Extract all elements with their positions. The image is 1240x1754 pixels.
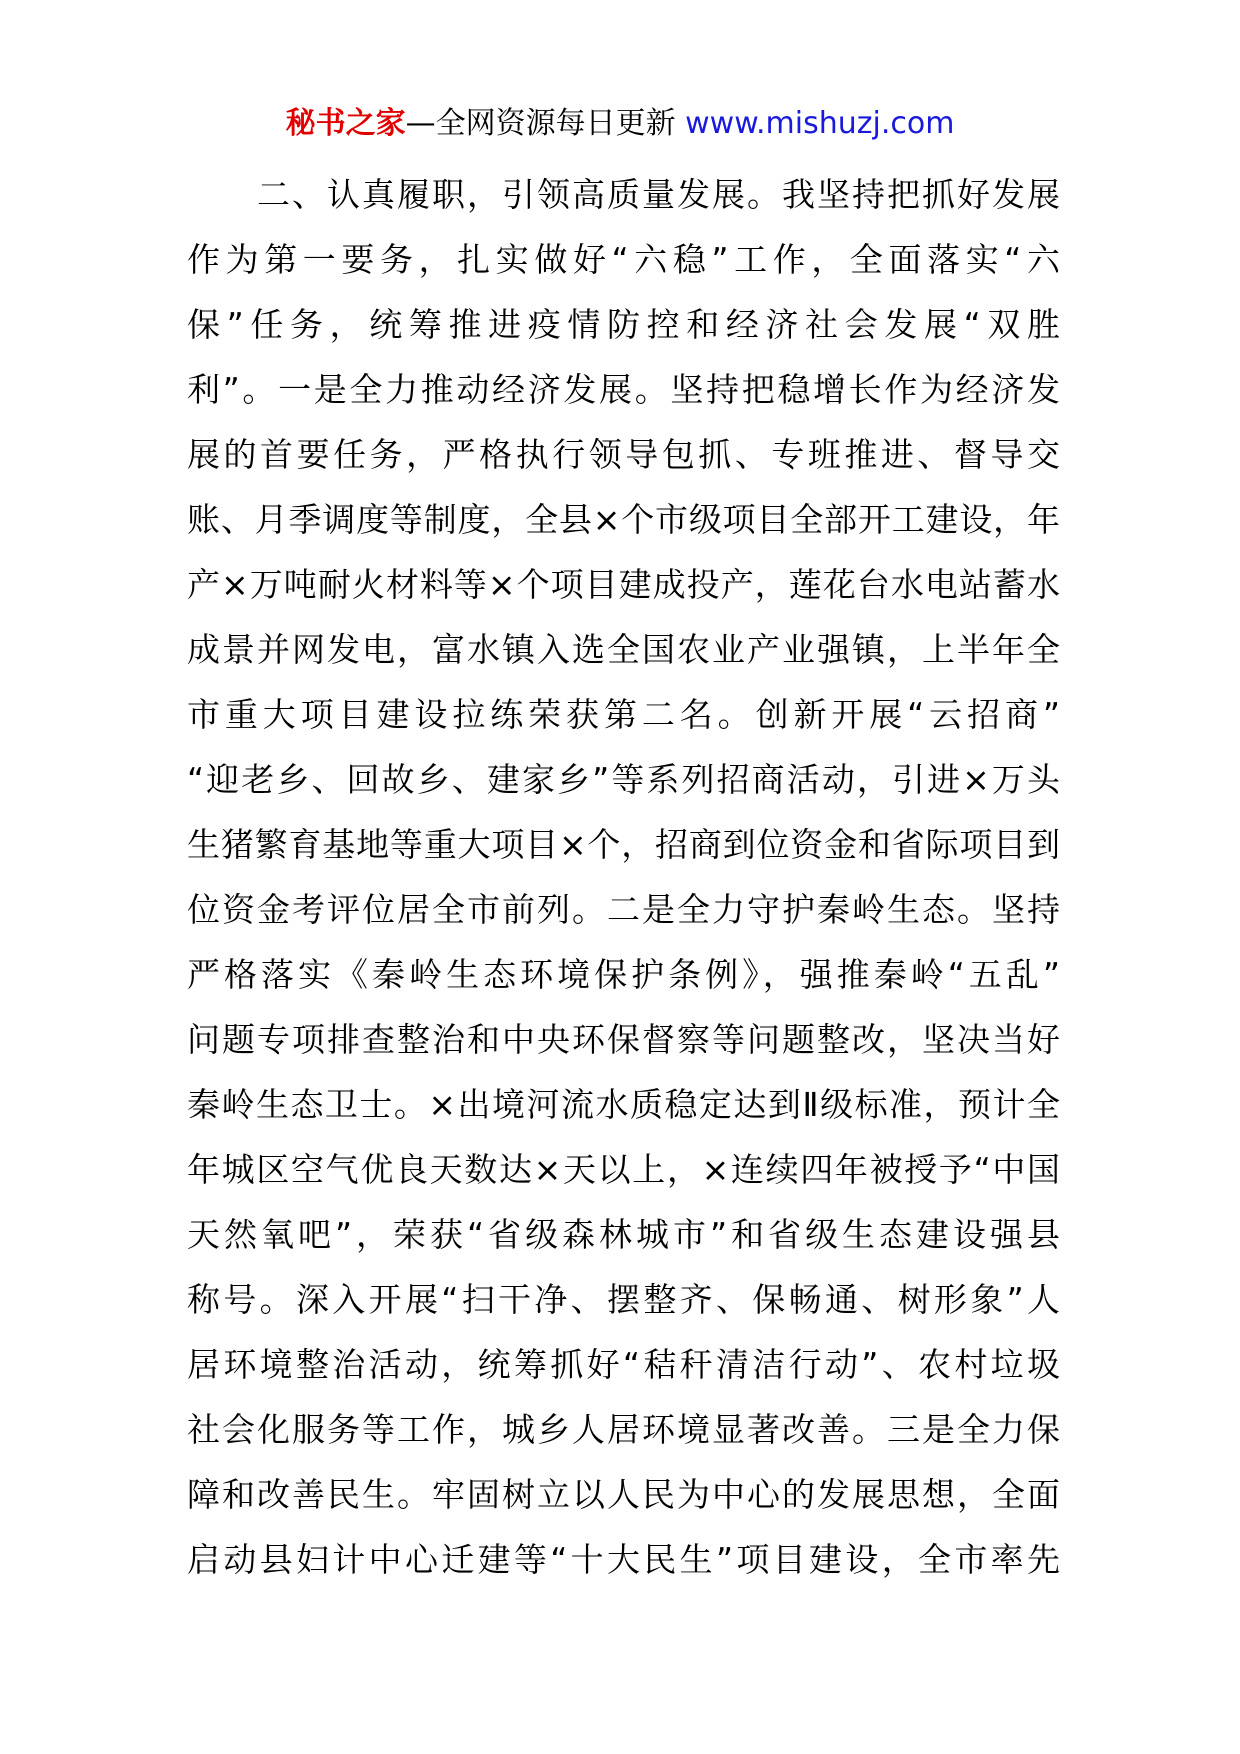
text-line: 障和改善民生。牢固树立以人民为中心的发展思想，全面 [187, 1475, 1060, 1514]
text-line: 问题专项排查整治和中央环保督察等问题整改，坚决当好 [187, 1020, 1060, 1059]
text-line: 展的首要任务，严格执行领导包抓、专班推进、督导交 [187, 435, 1060, 474]
document-body [187, 162, 1060, 1592]
page-header [0, 104, 1240, 144]
text-line: 启动县妇计中心迁建等“十大民生”项目建设，全市率先 [187, 1540, 1060, 1579]
site-url-link[interactable]: www.mishuzj.com [685, 106, 955, 141]
text-line: 秦岭生态卫士。×出境河流水质稳定达到Ⅱ级标准，预计全 [187, 1085, 1060, 1124]
text-line: 称号。深入开展“扫干净、摆整齐、保畅通、树形象”人 [187, 1280, 1060, 1319]
text-line: 市重大项目建设拉练荣获第二名。创新开展“云招商” [187, 695, 1060, 734]
text-line: 成景并网发电，富水镇入选全国农业产业强镇，上半年全 [187, 630, 1060, 669]
text-line: 居环境整治活动，统筹抓好“秸秆清洁行动”、农村垃圾 [187, 1345, 1060, 1384]
text-line: 保”任务，统筹推进疫情防控和经济社会发展“双胜 [187, 305, 1060, 344]
site-brand: 秘书之家 [285, 106, 406, 141]
site-tagline: —全网资源每日更新 [405, 106, 676, 141]
text-line: 天然氧吧”，荣获“省级森林城市”和省级生态建设强县 [187, 1215, 1060, 1254]
text-line: 产×万吨耐火材料等×个项目建成投产，莲花台水电站蓄水 [187, 565, 1060, 604]
text-line: 账、月季调度等制度，全县×个市级项目全部开工建设，年 [187, 500, 1060, 539]
text-line: 年城区空气优良天数达×天以上，×连续四年被授予“中国 [187, 1150, 1060, 1189]
text-line: 利”。一是全力推动经济发展。坚持把稳增长作为经济发 [187, 370, 1060, 409]
text-line: 社会化服务等工作，城乡人居环境显著改善。三是全力保 [187, 1410, 1060, 1449]
text-line: 严格落实《秦岭生态环境保护条例》，强推秦岭“五乱” [187, 955, 1060, 994]
text-line: “迎老乡、回故乡、建家乡”等系列招商活动，引进×万头 [187, 760, 1060, 799]
text-line: 作为第一要务，扎实做好“六稳”工作，全面落实“六 [187, 240, 1060, 279]
text-line: 生猪繁育基地等重大项目×个，招商到位资金和省际项目到 [187, 825, 1060, 864]
text-line: 二、认真履职，引领高质量发展。我坚持把抓好发展 [257, 175, 1060, 214]
text-line: 位资金考评位居全市前列。二是全力守护秦岭生态。坚持 [187, 890, 1060, 929]
